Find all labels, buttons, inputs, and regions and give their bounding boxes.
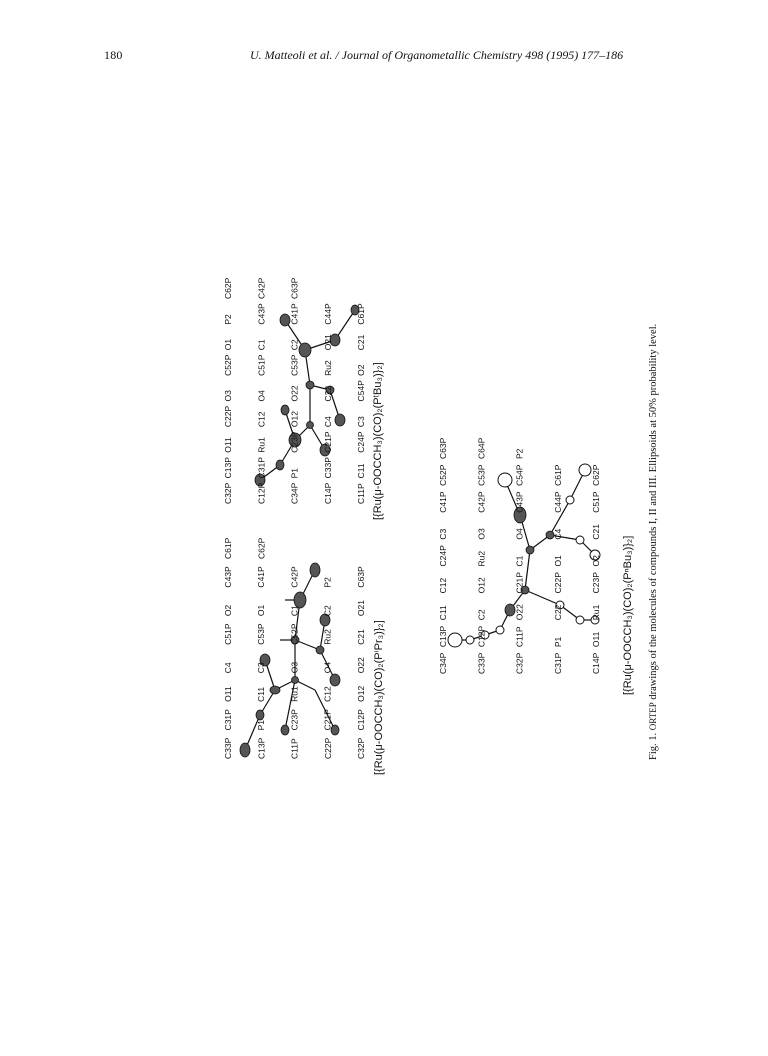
- atom-label: C62P: [256, 537, 267, 559]
- atom-label: O2: [591, 555, 601, 567]
- atom-label: O12: [289, 411, 300, 428]
- molecule-drawing-3: [440, 440, 600, 680]
- atom-label: Ru1: [256, 437, 267, 453]
- page-number: 180: [104, 48, 123, 62]
- formula-molecule-3: [{Ru(μ-OOCCH₃)(CO)₂(PⁿBu₃)}₂]: [622, 535, 634, 695]
- atom-label: C2: [476, 609, 487, 621]
- atom-label: O22: [356, 657, 366, 674]
- atom-label: C31P: [256, 457, 267, 479]
- atom-label: C24P: [356, 431, 366, 453]
- atom-label: C51P: [591, 491, 601, 513]
- atom-label: O4: [256, 390, 267, 402]
- atom-label: C54P: [356, 380, 366, 402]
- atom-label: C3: [256, 662, 267, 674]
- atom-label: C51P: [223, 623, 233, 645]
- atom-label: O12: [476, 577, 487, 594]
- atom-label: P2: [514, 448, 525, 459]
- atom-label: C61P: [223, 537, 233, 559]
- atom-label: C1: [514, 555, 525, 567]
- molecule-1-svg: [225, 540, 365, 770]
- atom-label: C22: [552, 604, 563, 621]
- figure-caption: [648, 324, 659, 760]
- running-head: U. Matteoli et al. / Journal of Organometallic Chemistry 498 (1995) 177–186: [250, 48, 624, 62]
- atom-label: C33P: [223, 737, 233, 759]
- atom-label: O11: [223, 686, 233, 702]
- atom-label: C32P: [356, 737, 366, 759]
- atom-label: C22: [322, 385, 333, 402]
- atom-label: C31P: [552, 652, 563, 674]
- atom-label: C42P: [256, 277, 267, 299]
- atom-label: C24P: [438, 545, 448, 567]
- atom-label: O1: [256, 604, 267, 617]
- atom-label: C32P: [223, 482, 233, 504]
- atom-label: C3: [438, 528, 448, 540]
- atom-label: C12P: [256, 482, 267, 504]
- molecule-2-svg: [225, 280, 365, 510]
- atom-label: C61P: [552, 464, 563, 486]
- atom-label: O4: [322, 661, 333, 674]
- atom-label: Ru2: [322, 629, 333, 645]
- atom-label: C13P: [438, 625, 448, 648]
- atom-label: C51P: [256, 354, 267, 376]
- atom-label: C53P: [476, 464, 487, 486]
- atom-label: C11: [438, 605, 448, 621]
- atom-label: C52P: [223, 354, 233, 376]
- atom-label: C11: [256, 686, 267, 702]
- atom-label: O1: [223, 338, 233, 351]
- atom-label: C13P: [256, 737, 267, 759]
- atom-label: C63P: [289, 277, 300, 299]
- atom-label: C22P: [322, 737, 333, 759]
- atom-label: C42P: [476, 491, 487, 513]
- atom-label: C64P: [476, 437, 487, 459]
- atom-label: C21P: [514, 572, 525, 594]
- atom-label: C53P: [289, 354, 300, 376]
- atom-label: C4: [322, 416, 333, 428]
- atom-label: C21P: [322, 431, 333, 453]
- atom-label: C21: [356, 629, 366, 645]
- atom-label: O4: [514, 528, 525, 540]
- atom-label: C1: [289, 605, 300, 617]
- atom-label: C22P: [552, 572, 563, 594]
- atom-label: Ru1: [289, 686, 300, 702]
- atom-label: C14P: [591, 652, 601, 674]
- atom-label: C63P: [438, 437, 448, 459]
- atom-label: C1: [256, 339, 267, 351]
- atom-label: O3: [476, 528, 487, 540]
- atom-label: C21P: [322, 709, 333, 731]
- atom-label: O11: [223, 437, 233, 453]
- atom-label: C43P: [223, 566, 233, 588]
- molecule-drawing-1: [225, 540, 365, 770]
- atom-label: C4: [552, 528, 563, 540]
- atom-label: C41P: [438, 491, 448, 513]
- molecule-3-svg: [440, 440, 600, 680]
- atom-label: C52P: [438, 464, 448, 486]
- caption-rest: drawings of the molecules of compounds I, II and III. Ellipsoids at 50% probability level.: [648, 323, 659, 703]
- atom-label: C33P: [476, 652, 487, 674]
- atom-label: O2: [223, 604, 233, 617]
- atom-label: C62P: [591, 464, 601, 486]
- atom-label: C32P: [514, 652, 525, 674]
- atom-label: C21: [356, 334, 366, 351]
- atom-label: Ru2: [322, 360, 333, 376]
- atom-label: C43P: [256, 303, 267, 325]
- atom-label: C23P: [591, 572, 601, 594]
- atom-label: C23P: [289, 431, 300, 453]
- atom-label: C22P: [223, 405, 233, 428]
- atom-label: O11: [591, 631, 601, 648]
- atom-label: C63P: [356, 566, 366, 588]
- atom-label: C11: [356, 463, 366, 479]
- caption-prefix: Fig. 1.: [648, 730, 659, 760]
- atom-label: C43P: [514, 491, 525, 513]
- atom-label: C52P: [289, 623, 300, 645]
- atom-label: O1: [552, 555, 563, 567]
- atom-label: O3: [223, 390, 233, 402]
- atom-label: C44P: [552, 491, 563, 513]
- atom-label: C34P: [438, 652, 448, 674]
- atom-label: C3: [356, 416, 366, 428]
- atom-label: C2: [322, 605, 333, 617]
- atom-label: P2: [322, 577, 333, 588]
- atom-label: O2: [356, 364, 366, 376]
- formula-molecule-1: [{Ru(μ-OOCCH₃)(CO)₂(PⁱPr₃)}₂]: [373, 620, 385, 775]
- formula-molecule-2: [{Ru(μ-OOCCH₃)(CO)₂(PᵗBu₃)}₂]: [372, 362, 384, 520]
- atom-label: Ru1: [591, 604, 601, 621]
- atom-label: C41P: [289, 303, 300, 325]
- atom-label: O12: [356, 685, 366, 702]
- atom-label: C11P: [356, 483, 366, 504]
- atom-label: O22: [289, 385, 300, 402]
- atom-label: C54P: [514, 464, 525, 486]
- atom-label: C12: [256, 411, 267, 428]
- atom-label: C23P: [289, 709, 300, 731]
- atom-label: C12: [438, 577, 448, 594]
- atom-label: C31P: [223, 709, 233, 731]
- atom-label: C53P: [256, 623, 267, 645]
- atom-label: C62P: [223, 277, 233, 299]
- atom-label: C4: [223, 662, 233, 674]
- atom-label: C13P: [223, 457, 233, 479]
- atom-label: O21: [322, 334, 333, 351]
- atom-label: C61P: [356, 303, 366, 325]
- atom-label: C12P: [476, 625, 487, 648]
- atom-label: C33P: [322, 457, 333, 479]
- atom-label: C14P: [322, 482, 333, 504]
- atom-label: C12P: [356, 709, 366, 731]
- atom-label: P1: [289, 467, 300, 479]
- atom-label: P1: [256, 720, 267, 731]
- atom-label: C21: [591, 524, 601, 540]
- atom-label: C2: [289, 339, 300, 351]
- atom-label: O22: [514, 604, 525, 621]
- atom-label: C41P: [256, 566, 267, 588]
- atom-label: Ru2: [476, 550, 487, 567]
- atom-label: O3: [289, 661, 300, 674]
- atom-label: C44P: [322, 303, 333, 325]
- atom-label: P2: [223, 314, 233, 325]
- atom-label: C11P: [289, 738, 300, 759]
- molecule-drawing-2: [225, 280, 365, 510]
- atom-label: O21: [356, 600, 366, 617]
- atom-label: P1: [552, 636, 563, 648]
- atom-label: C12: [322, 686, 333, 702]
- atom-label: C34P: [289, 482, 300, 504]
- caption-ortep: ORTEP: [648, 702, 658, 731]
- atom-label: C11P: [514, 626, 525, 648]
- atom-label: C42P: [289, 566, 300, 588]
